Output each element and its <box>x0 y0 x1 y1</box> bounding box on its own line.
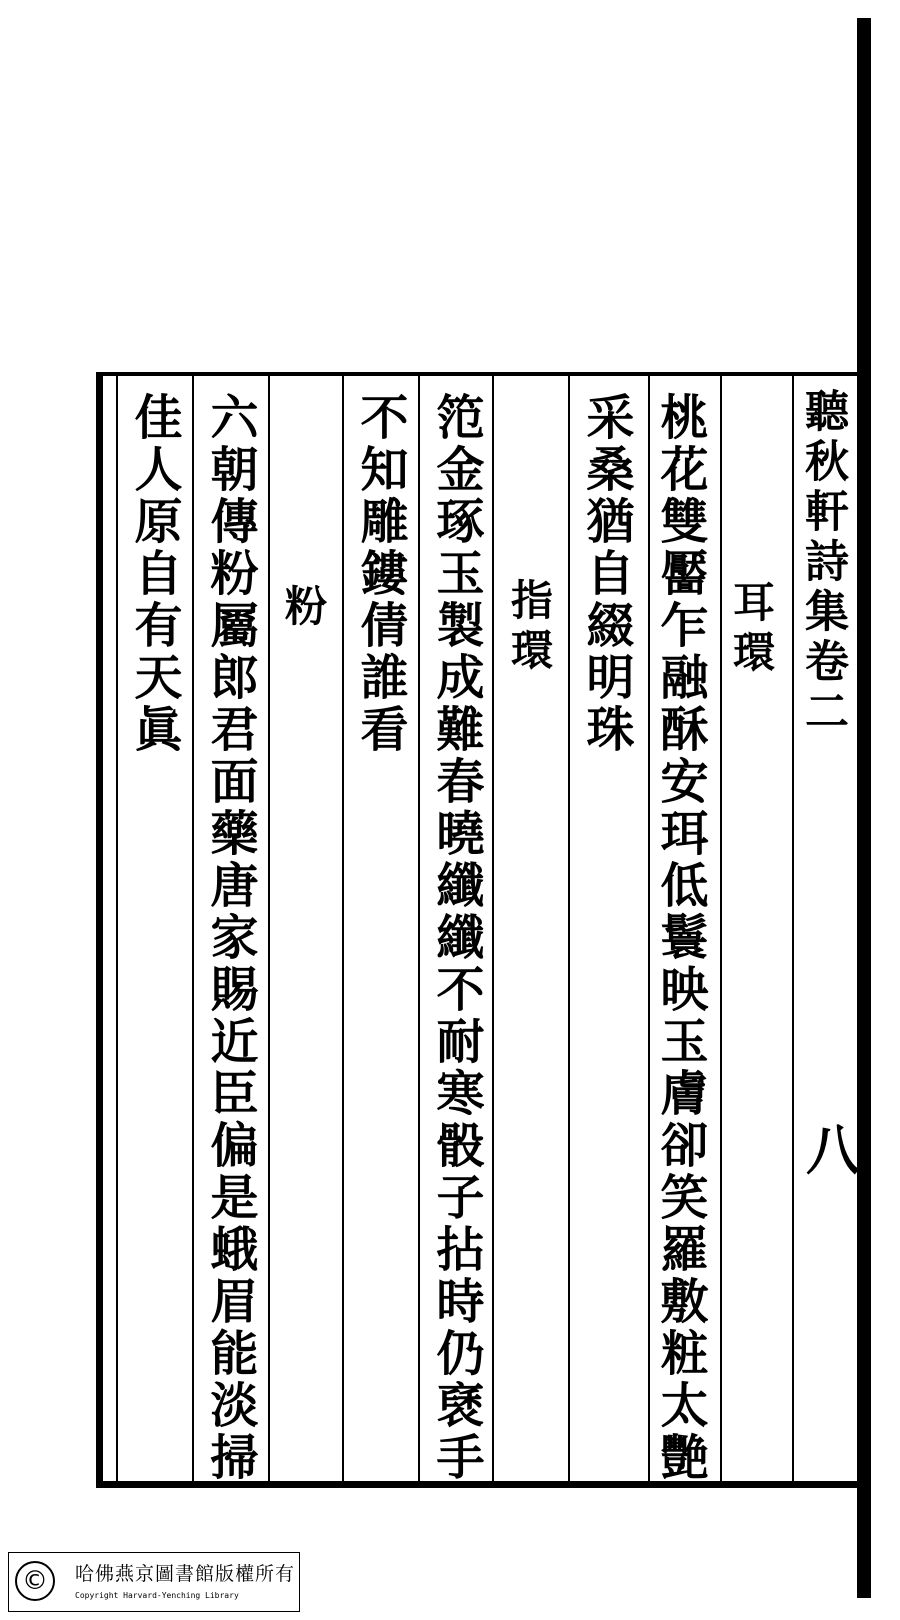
page-number-mark: 八 <box>806 1118 860 1182</box>
column-rule <box>792 376 794 1481</box>
poem-title-earrings: 耳環 <box>727 580 776 680</box>
copyright-icon: © <box>15 1561 55 1601</box>
column-rule <box>568 376 570 1481</box>
column-rule <box>268 376 270 1481</box>
book-title: 聽秋軒詩集 <box>797 388 848 638</box>
verse-column: 六朝傳粉屬郎君面藥唐家賜近臣偏是蛾眉能淡掃 <box>202 392 258 1484</box>
book-spine-edge <box>857 18 871 1598</box>
column-rule <box>192 376 194 1481</box>
column-rule <box>720 376 722 1481</box>
poem-title-powder: 粉 <box>279 584 328 634</box>
volume-label: 卷二 <box>797 638 848 738</box>
verse-column: 笵金琢玉製成難春曉纖纖不耐寒骰子拈時仍褎手 <box>428 392 484 1484</box>
copyright-english: Copyright Harvard-Yenching Library <box>75 1591 239 1600</box>
column-rule <box>418 376 420 1481</box>
copyright-chinese: 哈佛燕京圖書館版權所有 <box>75 1563 296 1585</box>
column-rule <box>116 376 118 1481</box>
verse-column: 采桑猶自綴明珠 <box>578 392 634 756</box>
book-title-column <box>797 388 848 738</box>
poem-title-ring: 指環 <box>505 578 554 678</box>
column-rule <box>492 376 494 1481</box>
column-rule <box>342 376 344 1481</box>
column-rule <box>648 376 650 1481</box>
verse-column: 佳人原自有天眞 <box>126 392 182 756</box>
verse-column: 桃花雙靨乍融酥安珥低鬟映玉膚卻笑羅敷粧太艷 <box>652 392 708 1484</box>
copyright-stamp <box>8 1552 300 1612</box>
verse-column: 不知雕鏤倩誰看 <box>352 392 408 756</box>
